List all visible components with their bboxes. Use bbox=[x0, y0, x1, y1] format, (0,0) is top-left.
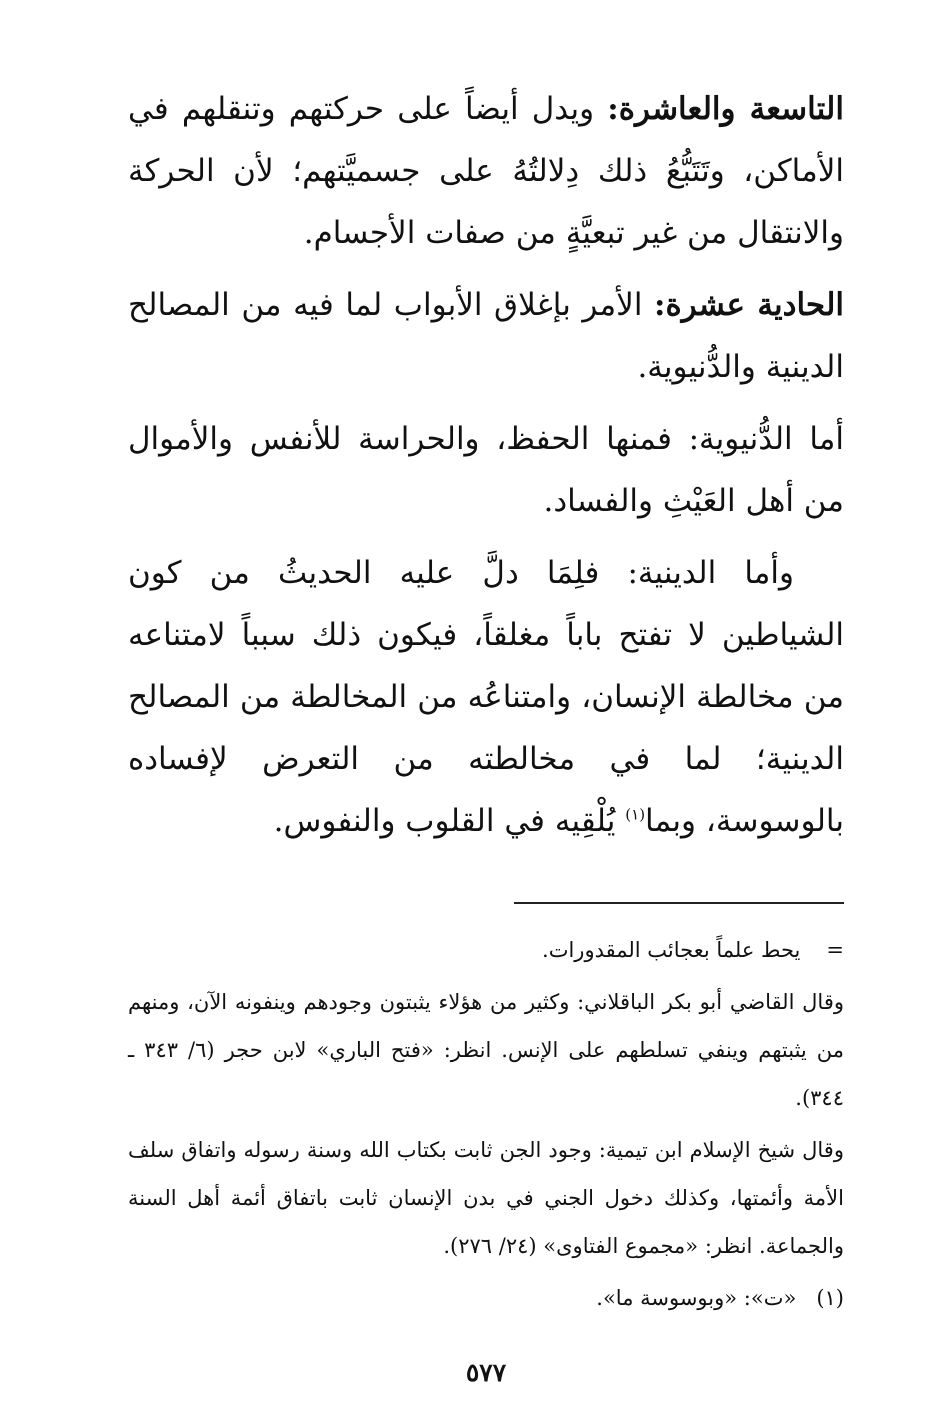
page bbox=[128, 78, 844, 1387]
paragraph-text: ويدل أيضاً على حركتهم وتنقلهم في الأماكن، وتَتَبُّعُ ذلك دِلالتُهُ على جسميَّتهم؛ لأن الحركة والانتقال من غير تبعيَّةٍ من صفات الأجسام. bbox=[128, 91, 844, 251]
paragraph-eleventh bbox=[128, 274, 844, 398]
paragraph-lead: الحادية عشرة: bbox=[654, 287, 844, 323]
page-number: ٥٧٧ bbox=[465, 1358, 507, 1387]
footnotes bbox=[128, 926, 844, 1322]
paragraph-religious bbox=[128, 542, 844, 852]
continuation-mark: = bbox=[826, 938, 844, 962]
footnote-1 bbox=[128, 1274, 844, 1322]
footnote-number: (١) bbox=[816, 1286, 844, 1310]
paragraph-text: أما الدُّنيوية: فمنها الحفظ، والحراسة للأنفس والأموال من أهل العَيْثِ والفساد. bbox=[128, 421, 844, 519]
footnote-paragraph: وقال شيخ الإسلام ابن تيمية: وجود الجن ثابت بكتاب الله وسنة رسوله واتفاق سلف الأمة وأئمتها، وكذلك دخول الجني في بدن الإنسان ثابت باتفاق أئمة أهل السنة والجماعة. انظر: «مجموع الفتاوى» (٢٤/ ٢٧٦). bbox=[128, 1138, 844, 1258]
paragraph-ninth-tenth bbox=[128, 78, 844, 264]
footnote-marker: (١) bbox=[625, 805, 646, 824]
paragraph-text: وأما الدينية: فلِمَا دلَّ عليه الحديثُ من كون الشياطين لا تفتح باباً مغلقاً، فيكون ذلك سبباً لامتناعه من مخالطة الإنسان، وامتناعُه من المخالطة من المصالح الدينية؛ لما في مخالطته من التعرض لإفساده بالوسوسة، وبما bbox=[128, 555, 844, 839]
footnote-separator bbox=[514, 902, 844, 904]
footnote-text: يحط علماً بعجائب المقدورات. bbox=[542, 938, 801, 962]
main-text bbox=[128, 78, 844, 852]
paragraph-lead: التاسعة والعاشرة: bbox=[607, 91, 844, 127]
footnote-paragraph: وقال القاضي أبو بكر الباقلاني: وكثير من هؤلاء يثبتون وجودهم وينفونه الآن، ومنهم من يثبتهم وينفي تسلطهم على الإنس. انظر: «فتح الباري» لابن حجر (٦/ ٣٤٣ ـ ٣٤٤). bbox=[128, 990, 845, 1110]
footnote-text: «ت»: «وبوسوسة ما». bbox=[596, 1286, 797, 1310]
paragraph-text: الأمر بإغلاق الأبواب لما فيه من المصالح الدينية والدُّنيوية. bbox=[128, 287, 844, 385]
paragraph-text: يُلْقِيه في القلوب والنفوس. bbox=[273, 803, 626, 839]
paragraph-worldly bbox=[128, 408, 844, 532]
footnote-continuation bbox=[128, 926, 844, 974]
